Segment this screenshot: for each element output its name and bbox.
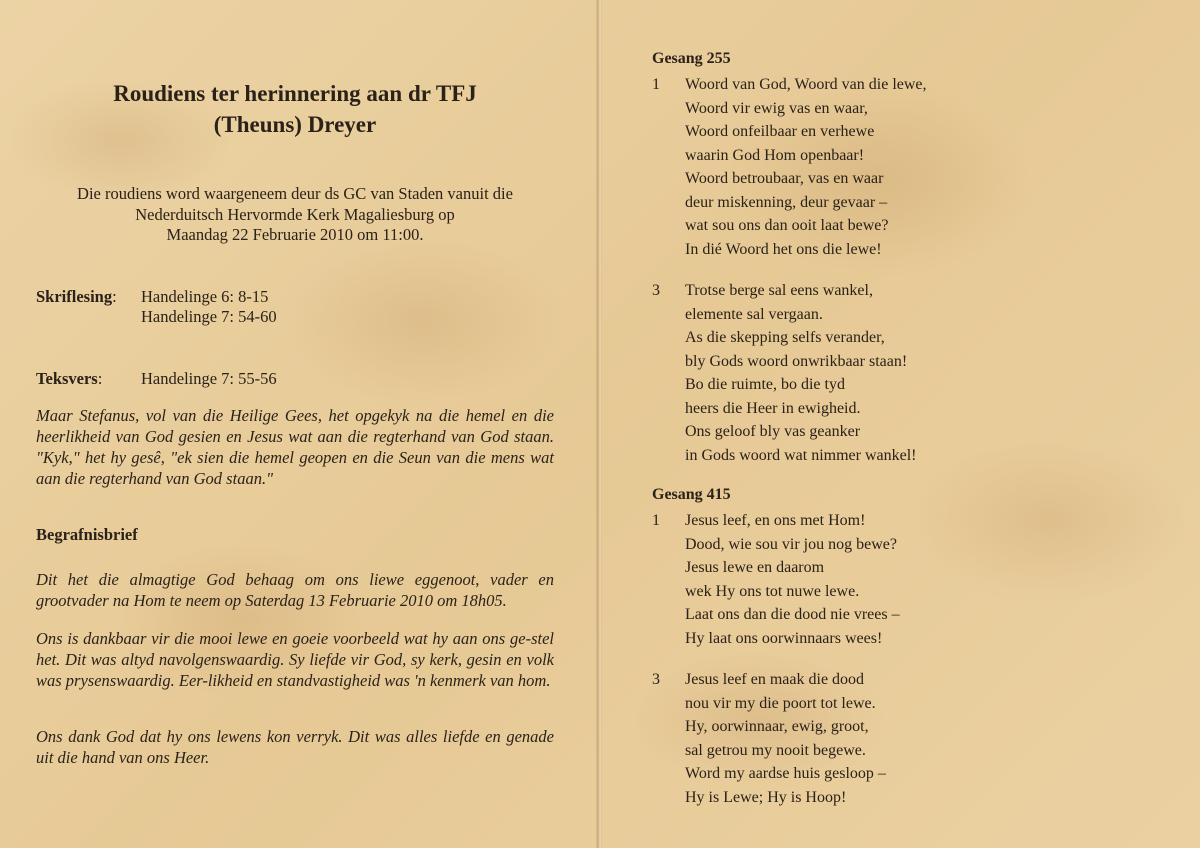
verse-line: deur miskenning, deur gevaar –	[685, 193, 888, 211]
verse-line: Word my aardse huis gesloop –	[685, 765, 886, 782]
verse-line: elemente sal vergaan.	[685, 305, 823, 323]
skriflesing-reference-1: Handelinge 6: 8-15	[141, 287, 269, 306]
verse-line: In dié Woord het ons die lewe!	[685, 240, 882, 258]
verse-line: Hy, oorwinnaar, ewig, groot,	[685, 718, 869, 735]
verse-line: waarin God Hom openbaar!	[685, 146, 865, 164]
verse-line: bly Gods woord onwrikbaar staan!	[685, 352, 908, 370]
teksvers-reference: Handelinge 7: 55-56	[141, 369, 277, 388]
scripture-quote: Maar Stefanus, vol van die Heilige Gees, het opgekyk na die hemel en die heerlikheid van God gesien en Jesus wat aan die regterhand van God staan. "Kyk," het hy gesê, "ek sien die hemel geopen en die Seun van die mens wat aan die regterhand van God staan."	[36, 406, 554, 488]
service-intro	[40, 184, 550, 246]
verse-line: Woord vir ewig vas en waar,	[685, 99, 868, 117]
skriflesing-label	[36, 286, 117, 307]
title-line-1: Roudiens ter herinnering aan dr TFJ	[113, 81, 477, 106]
verse-line: heers die Heer in ewigheid.	[685, 399, 861, 417]
verse-line: Dood, wie sou vir jou nog bewe?	[685, 535, 897, 553]
verse-line: Bo die ruimte, bo die tyd	[685, 376, 845, 393]
skriflesing-reference-2: Handelinge 7: 54-60	[141, 307, 277, 326]
obituary-paragraph-2: Ons is dankbaar vir die mooi lewe en goeie voorbeeld wat hy aan ons ge-stel het. Dit was altyd navolgenswaardig. Sy liefde vir God, sy kerk, gesin en volk was prysenswaardig. Eer-likheid en standvastigheid was 'n kenmerk van hom.	[36, 629, 554, 690]
verse-line: Trotse berge sal eens wankel,	[685, 282, 873, 299]
teksvers-colon: :	[97, 369, 103, 388]
verse-line: Hy laat ons oorwinnaars wees!	[685, 629, 883, 647]
verse-line: sal getrou my nooit begewe.	[685, 741, 866, 759]
verse-line: As die skepping selfs verander,	[685, 329, 885, 346]
intro-line-2: Nederduitsch Hervormde Kerk Magaliesburg op	[135, 204, 455, 224]
verse-line: Woord onfeilbaar en verhewe	[685, 123, 875, 140]
verse-line: nou vir my die poort tot lewe.	[685, 694, 876, 712]
hymn-title-gesang-255: Gesang 255	[652, 50, 731, 67]
title-line-2: (Theuns) Dreyer	[213, 112, 377, 137]
verse-line: wek Hy ons tot nuwe lewe.	[685, 582, 860, 600]
verse-number: 1	[652, 512, 660, 529]
verse-number: 3	[652, 282, 660, 299]
verse-lines	[685, 509, 900, 650]
verse-line: Hy is Lewe; Hy is Hoop!	[685, 788, 847, 806]
intro-line-1: Die roudiens word waargeneem deur ds GC van Staden vanuit die	[77, 184, 513, 203]
obituary-paragraph-3: Ons dank God dat hy ons lewens kon verryk. Dit was alles liefde en genade uit die hand van ons Heer.	[36, 727, 554, 767]
obituary-paragraph-1: Dit het die almagtige God behaag om ons liewe eggenoot, vader en grootvader na Hom te neem op Saterdag 13 Februarie 2010 om 18h05.	[36, 570, 554, 610]
skriflesing-colon: :	[112, 287, 117, 306]
page-title	[40, 78, 550, 140]
left-page	[0, 0, 598, 848]
verse-line: Jesus leef, en ons met Hom!	[685, 512, 866, 529]
verse-line: wat sou ons dan ooit laat bewe?	[685, 217, 889, 234]
verse-number: 1	[652, 76, 660, 93]
verse-line: in Gods woord wat nimmer wankel!	[685, 446, 917, 464]
verse-line: Jesus lewe en daarom	[685, 559, 825, 576]
skriflesing-label-text: Skriflesing	[36, 287, 113, 306]
right-page	[600, 0, 1200, 848]
teksvers-label-text: Teksvers	[36, 369, 98, 388]
verse-line: Ons geloof bly vas geanker	[685, 423, 861, 440]
intro-line-3: Maandag 22 Februarie 2010 om 11:00.	[166, 225, 424, 244]
verse-number: 3	[652, 671, 660, 688]
begrafnisbrief-heading: Begrafnisbrief	[36, 525, 138, 544]
verse-line: Jesus leef en maak die dood	[685, 671, 865, 688]
verse-line: Woord van God, Woord van die lewe,	[685, 76, 927, 93]
verse-line: Woord betroubaar, vas en waar	[685, 170, 884, 187]
teksvers-label	[36, 368, 102, 389]
verse-line: Laat ons dan die dood nie vrees –	[685, 606, 900, 623]
verse-lines	[685, 73, 927, 261]
verse-lines	[685, 668, 886, 809]
verse-lines	[685, 279, 917, 467]
hymn-title-gesang-415: Gesang 415	[652, 486, 731, 503]
